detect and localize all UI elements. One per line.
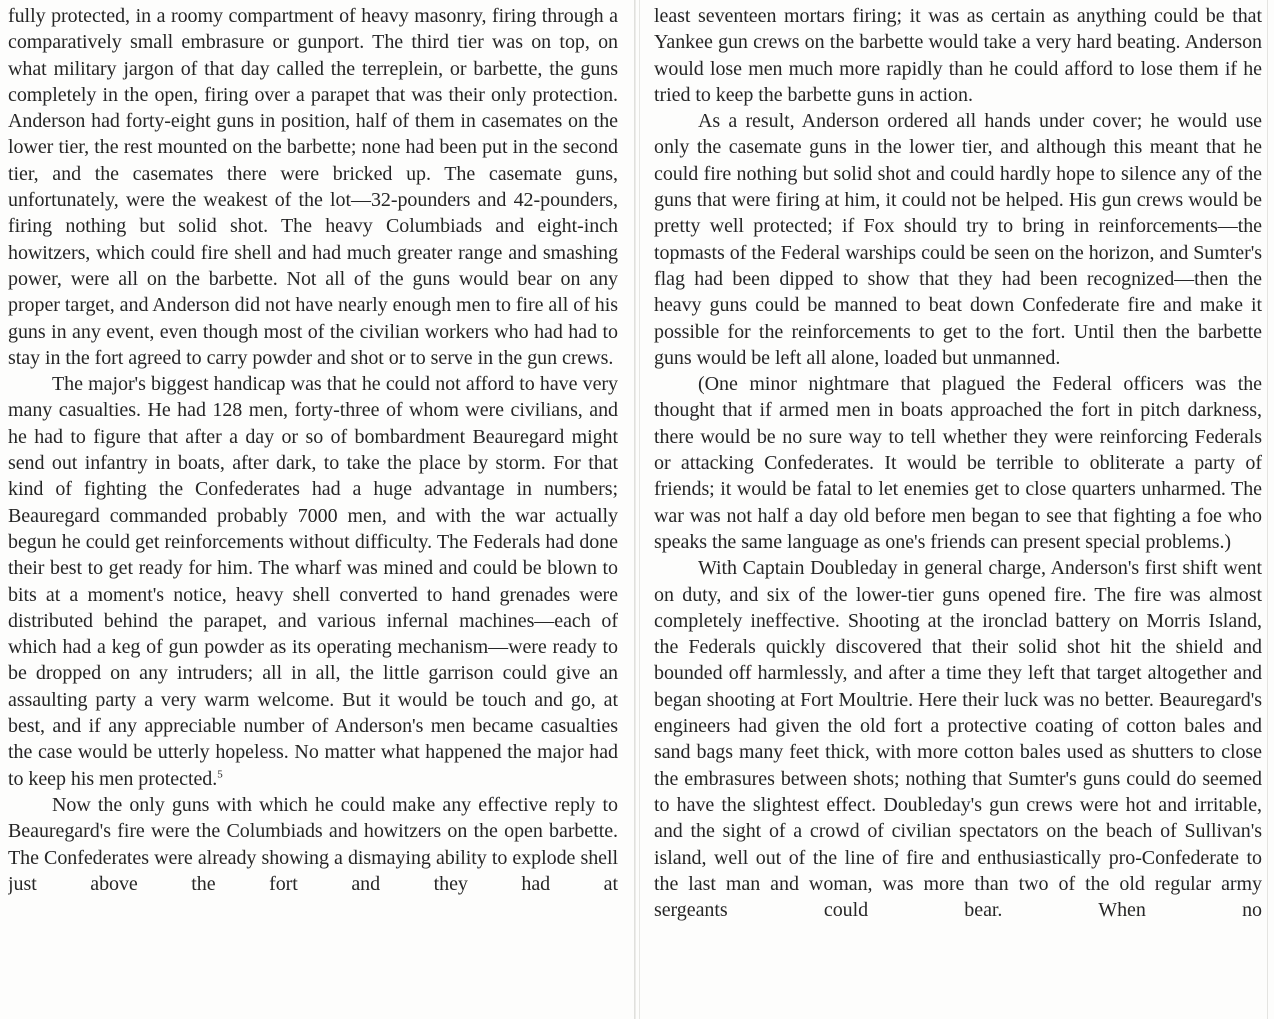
left-paragraph-2 xyxy=(8,371,618,792)
right-paragraph-2: As a result, Anderson ordered all hands under cover; he would use only the casemate guns in the lower tier, and although this meant that he could fire nothing but solid shot and could hardly hope to silence any of the guns that were firing at him, it could not be helped. His gun crews would be pretty well protected; if Fox should try to bring in reinforcements—the topmasts of the Federal warships could be seen on the horizon, and Sumter's flag had been dipped to show that they had been recognized—then the heavy guns could be manned to beat down Confederate fire and make it possible for the reinforcements to get to the fort. Until then the barbette guns would be left all alone, loaded but unmanned. xyxy=(654,110,1262,369)
left-paragraph-3: Now the only guns with which he could make any effective reply to Beauregard's fire were the Columbiads and howitzers on the open barbette. The Confederates were already showing a dismaying ability to explode shell just above the fort and they had at xyxy=(8,793,618,895)
right-paragraph-3: (One minor nightmare that plagued the Federal officers was the thought that if armed men in boats approached the fort in pitch darkness, there would be no sure way to tell whether they were reinforcing Federals or attacking Confederates. It would be terrible to obliterate a party of friends; it would be fatal to let enemies get to close quarters unharmed. The war was not half a day old before men began to see that fighting a foe who speaks the same language as one's friends can present special problems.) xyxy=(654,373,1262,553)
right-paragraph-1: least seventeen mortars firing; it was as certain as anything could be that Yankee gun crews on the barbette would take a very hard beating. Anderson would lose men much more rapidly than he could afford to lose them if he tried to keep the barbette guns in action. xyxy=(654,5,1262,106)
right-text-column xyxy=(654,3,1262,1019)
left-text-column xyxy=(8,3,618,1019)
page-right-edge xyxy=(1267,0,1268,1019)
left-paragraph-1: fully protected, in a roomy compartment of heavy masonry, firing through a comparatively small embrasure or gunport. The third tier was on top, on what military jargon of that day called the terreplein, or barbette, the guns completely in the open, firing over a parapet that was their only protection. Anderson had forty-eight guns in position, half of them in casemates on the lower tier, the rest mounted on the barbette; none had been put in the second tier, and the casemates there were bricked up. The casemate guns, unfortunately, were the weakest of the lot—32-pounders and 42-pounders, firing nothing but solid shot. The heavy Columbiads and eight-inch howitzers, which could fire shell and had much greater range and smashing power, were all on the barbette. Not all of the guns would bear on any proper target, and Anderson did not have nearly enough men to fire all of his guns in any event, even though most of the civilian workers who had had to stay in the fort agreed to carry powder and shot or to serve in the gun crews. xyxy=(8,5,618,369)
page-gutter-shadow xyxy=(639,0,640,1019)
page-gutter-edge xyxy=(634,0,636,1019)
left-paragraph-2-text: The major's biggest handicap was that he could not afford to have very many casualties. He had 128 men, forty-three of whom were civilians, and he had to figure that after a day or so of bombardment Beauregard might send out infantry in boats, after dark, to take the place by storm. For that kind of fighting the Confederates had a huge advantage in numbers; Beauregard commanded probably 7000 men, and with the war actually begun he could get reinforcements without difficulty. The Federals had done their best to get ready for him. The wharf was mined and could be blown to bits at a moment's notice, heavy shell converted to hand grenades were distributed behind the parapet, and various infernal machines—each of which had a keg of gun powder as its operating mechanism—were ready to be dropped on any intruders; all in all, the little garrison could give an assaulting party a very warm welcome. But it would be touch and go, at best, and if any appreciable number of Anderson's men became casualties the case would be utterly hopeless. No matter what happened the major had to keep his men protected. xyxy=(8,373,618,790)
footnote-marker: 5 xyxy=(217,767,223,780)
right-paragraph-4: With Captain Doubleday in general charge, Anderson's first shift went on duty, and six of the lower-tier guns opened fire. The fire was almost completely ineffective. Shooting at the ironclad battery on Morris Island, the Federals quickly discovered that their solid shot hit the shield and bounded off harmlessly, and after a time they left that target altogether and began shooting at Fort Moultrie. Here their luck was no better. Beauregard's engineers had given the old fort a protective coating of cotton bales and sand bags many feet thick, with more cotton bales used as shutters to close the embrasures between shots; nothing that Sumter's guns could do seemed to have the slightest effect. Doubleday's gun crews were hot and irritable, and the sight of a crowd of civilian spectators on the beach of Sullivan's island, well out of the line of fire and enthusiastically pro-Confederate to the last man and woman, was more than two of the old regular army sergeants could bear. When no xyxy=(654,557,1262,922)
